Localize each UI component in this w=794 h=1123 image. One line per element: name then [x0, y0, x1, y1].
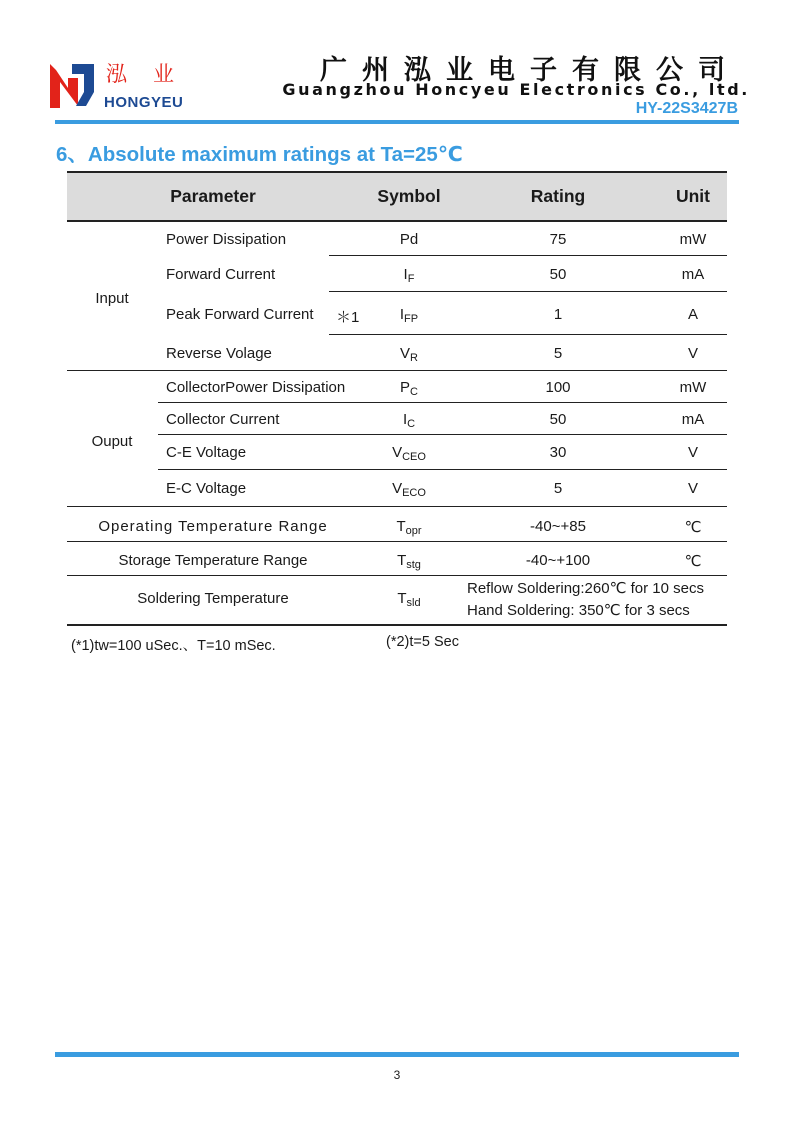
ratings-table [67, 171, 727, 626]
row-symbol: Pd [399, 231, 419, 248]
header-parameter: Parameter [170, 186, 256, 206]
row-parameter: C-E Voltage [166, 444, 247, 461]
row-parameter: Peak Forward Current [166, 306, 314, 323]
row-divider [67, 541, 727, 542]
row-unit: V [687, 480, 699, 497]
row-unit: A [687, 306, 699, 323]
row-divider [158, 469, 727, 470]
row-symbol: $V_{CEO}$ [392, 444, 426, 463]
row-parameter: Reverse Volage [166, 345, 272, 362]
page-number: 3 [393, 1068, 401, 1082]
row-symbol: $T_{sld}$ [397, 590, 421, 609]
row-rating: 100 [545, 379, 571, 396]
footnote-1: (*1)tw=100 uSec.、T=10 mSec. [71, 638, 276, 654]
row-rating: 50 [549, 266, 567, 283]
row-parameter: Power Dissipation [166, 231, 287, 248]
company-name-english: Guangzhou Honcyeu Electronics Co., ltd. [282, 80, 750, 99]
row-divider [67, 575, 727, 576]
row-rating-line: Reflow Soldering:260℃ for 10 secs [467, 580, 704, 597]
row-unit: mW [679, 231, 707, 248]
row-parameter: CollectorPower Dissipation [166, 379, 346, 396]
row-unit: V [687, 345, 699, 362]
row-rating: 5 [553, 480, 563, 497]
section-title: 6、Absolute maximum ratings at Ta=25℃ [56, 143, 463, 166]
header-rating: Rating [530, 186, 586, 206]
logo-chinese-name: 泓业 [106, 62, 200, 86]
document-code: HY-22S3427B [635, 100, 738, 117]
row-symbol: $V_R$ [400, 345, 418, 364]
row-divider [158, 434, 727, 435]
row-parameter: Operating Temperature Range [98, 518, 328, 535]
row-divider [329, 334, 727, 335]
header-symbol: Symbol [377, 186, 441, 206]
row-symbol: $I_{FP}$ [399, 306, 419, 325]
row-symbol: $I_F$ [403, 266, 415, 285]
header-unit: Unit [675, 186, 711, 206]
header-divider [55, 120, 739, 124]
row-divider [329, 255, 727, 256]
row-parameter: Storage Temperature Range [118, 552, 308, 569]
row-symbol: $T_{opr}$ [396, 518, 422, 537]
row-parameter: Soldering Temperature [137, 590, 289, 607]
row-rating: 1 [553, 306, 563, 323]
row-symbol: $I_C$ [402, 411, 416, 430]
row-unit: mA [681, 411, 705, 428]
group-divider [67, 370, 727, 371]
table-bottom-rule [67, 624, 727, 626]
row-rating: 50 [549, 411, 567, 428]
row-rating: 75 [549, 231, 567, 248]
hongyeu-logo-icon [42, 58, 98, 114]
row-symbol: $V_{ECO}$ [392, 480, 426, 499]
row-parameter: E-C Voltage [166, 480, 247, 497]
row-symbol: $P_C$ [400, 379, 418, 398]
row-rating: 30 [549, 444, 567, 461]
row-unit: mA [681, 266, 705, 283]
logo-english-name: HONGYEU [104, 94, 184, 111]
table-top-rule [67, 171, 727, 173]
row-unit: mW [679, 379, 707, 396]
row-rating: -40~+85 [530, 518, 586, 535]
row-divider [329, 291, 727, 292]
footer-divider [55, 1052, 739, 1057]
row-symbol: $T_{stg}$ [397, 552, 421, 571]
row-unit: ℃ [684, 519, 702, 536]
row-parameter: Collector Current [166, 411, 280, 428]
row-parameter: Forward Current [166, 266, 276, 283]
row-rating: 5 [553, 345, 563, 362]
row-rating-line: Hand Soldering: 350℃ for 3 secs [467, 602, 690, 619]
group-label-output: Ouput [91, 433, 133, 450]
group-divider [67, 506, 727, 507]
row-unit: V [687, 444, 699, 461]
footnote-2: (*2)t=5 Sec [386, 634, 459, 650]
row-unit: ℃ [684, 553, 702, 570]
row-divider [158, 402, 727, 403]
row-footnote-marker: ＊1 [336, 309, 360, 326]
company-name-chinese: 广州泓业电子有限公司 [320, 55, 740, 86]
row-rating: -40~+100 [525, 552, 591, 569]
group-label-input: Input [95, 290, 129, 307]
table-header-rule [67, 220, 727, 222]
